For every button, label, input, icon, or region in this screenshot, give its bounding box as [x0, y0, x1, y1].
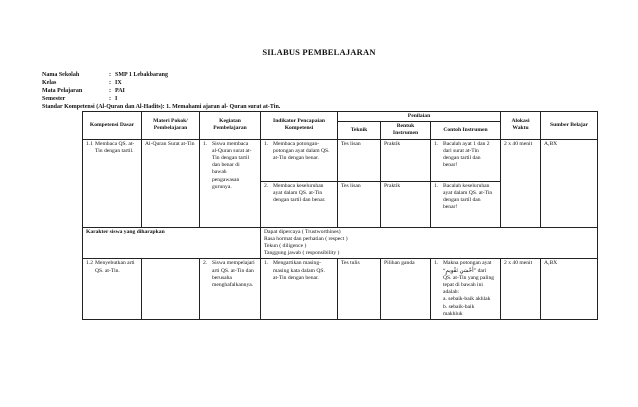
item-number: 2. [203, 260, 208, 267]
meta-value: IX [115, 80, 122, 86]
header-alokasi: Alokasi Waktu [501, 112, 541, 140]
karakter-label: Karakter siswa yang diharapkan [83, 227, 261, 259]
meta-row-school: Nama Sekolah : SMP 1 Lebakbarang [42, 72, 169, 78]
meta-row-class: Kelas : IX [42, 80, 122, 86]
kegiatan-text: Siswa membaca al-Quran surat at-Tin dengan tartil dan benar di bawah pengawasan gurunya. [212, 140, 252, 190]
syllabus-table [82, 111, 598, 320]
meta-label: Semester [42, 96, 66, 102]
header-kegiatan: Kegiatan Pembelajaran [200, 112, 261, 140]
item-number: 1. [434, 140, 439, 147]
cell-sumber: A,BX [541, 139, 598, 227]
cell-bentuk: Pilihan ganda [381, 259, 431, 320]
header-bentuk: Bentuk Instrumen [381, 122, 431, 139]
indikator-text: Mengartikan masing-masing kata dalam QS. at-Tin dengan benar. [273, 260, 325, 281]
meta-row-subject: Mata Pelajaran : PAI [42, 88, 125, 94]
kd-text: Membaca QS. at-Tin dengan tartil. [95, 140, 135, 154]
item-number: 1. [264, 260, 269, 267]
document-title: SILABUS PEMBELAJARAN [262, 47, 376, 57]
cell-bentuk: Praktik [381, 181, 431, 227]
karakter-item: Dapat dipercaya ( Trustworthines) [264, 228, 341, 235]
header-contoh: Contoh Instrumen [431, 122, 501, 139]
table-row [83, 139, 598, 181]
cell-bentuk: Praktik [381, 139, 431, 181]
header-penilaian: Penilaian [338, 112, 501, 122]
header-indikator: Indikator Pencapaian Kompetensi [261, 112, 338, 140]
cell-alokasi: 2 x 40 menit [501, 259, 541, 320]
cell-kegiatan [200, 259, 261, 320]
option-b: b. sebaik-baik makhluk [443, 303, 475, 317]
cell-teknik: Tes lisan [338, 181, 381, 227]
cell-sumber: A,BX [541, 259, 598, 320]
standar-kompetensi: Standar Kompetensi (Al-Quran dan Al-Hadits): 1. Memahami ajaran al- Quran surat at-Tin. [42, 104, 281, 110]
table-row [83, 259, 598, 320]
kegiatan-text: Siswa mempelajari arti QS. at-Tin dan berusaha menghafalkannya. [212, 260, 255, 289]
header-row-1 [83, 112, 598, 122]
contoh-block [443, 260, 495, 318]
meta-value: PAI [115, 88, 125, 94]
cell-alokasi: 2 x 40 menit [501, 139, 541, 227]
indikator-text: Membaca keseluruhan ayat dalam QS. at-Tin dengan tartil dan benar. [273, 182, 326, 204]
karakter-list [261, 227, 598, 259]
header-teknik: Teknik [338, 122, 381, 139]
header-kompetensi-dasar: Kompetensi Dasar [83, 112, 142, 140]
item-number: 1. [434, 182, 439, 189]
contoh-text: Bacalah ayat 1 dan 2 dari surat at-Tin dengan tartil dan benar! [443, 140, 490, 169]
meta-label: Nama Sekolah [42, 72, 80, 78]
cell-kompetensi-dasar [83, 259, 142, 320]
karakter-item: Tekun ( diligence ) [264, 243, 307, 250]
cell-kegiatan [200, 139, 261, 227]
contoh-text: Makna potongan ayat “أَحْسَنِ تَقْوِيمٍ” dari QS. at-Tin yang paling tepat di bawah ini adalah: [443, 260, 495, 296]
meta-label: Kelas [42, 80, 57, 86]
cell-indikator [261, 139, 338, 181]
contoh-text: Bacalah keseluruhan ayat dalam QS. at-Tin dengan tartil dan benar! [443, 182, 493, 211]
cell-materi [142, 259, 200, 320]
meta-value: SMP 1 Lebakbarang [115, 72, 169, 78]
item-number: 1.2 [86, 260, 93, 267]
cell-contoh [431, 181, 501, 227]
cell-kompetensi-dasar [83, 139, 142, 227]
header-sumber: Sumber Belajar [541, 112, 598, 140]
cell-contoh [431, 259, 501, 320]
meta-label: Mata Pelajaran [42, 88, 83, 94]
item-number: 2. [264, 182, 269, 189]
cell-teknik: Tes tulis [338, 259, 381, 320]
item-number: 1. [264, 140, 269, 147]
item-number: 1. [203, 140, 208, 147]
meta-value: I [115, 96, 118, 102]
option-a: a. sebaik-baik akhlak [443, 296, 491, 303]
karakter-item: Tanggung jawab ( responsibility ) [264, 250, 340, 257]
cell-indikator [261, 259, 338, 320]
meta-row-semester: Semester : I [42, 96, 118, 102]
cell-materi: Al-Quran Surat at-Tin [142, 139, 200, 227]
item-number: 1.1 [86, 140, 93, 147]
item-number: 1. [434, 260, 439, 267]
cell-indikator [261, 181, 338, 227]
karakter-row [83, 227, 598, 259]
header-materi: Materi Pokok/ Pembelajaran [142, 112, 200, 140]
kd-text: Menyebutkan arti QS. at-Tin. [95, 260, 135, 274]
cell-teknik: Tes lisan [338, 139, 381, 181]
indikator-text: Membaca potongan-potongan ayat dalam QS. at-Tin dengan benar. [273, 140, 330, 162]
cell-contoh [431, 139, 501, 181]
karakter-item: Rasa hormat dan perhatian ( respect ) [264, 235, 348, 242]
